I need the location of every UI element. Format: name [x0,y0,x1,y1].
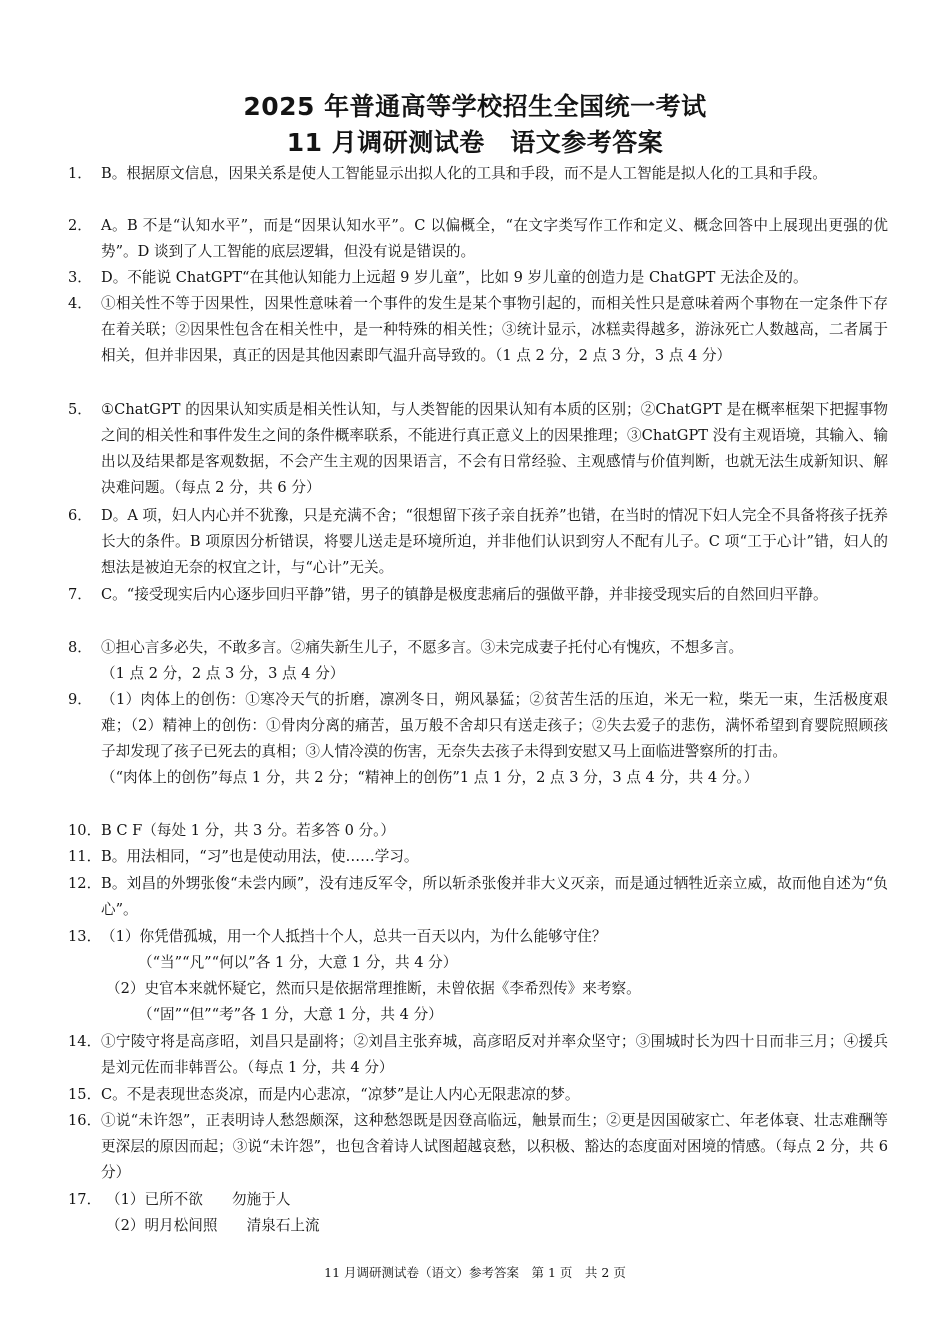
answer-number: 10． [68,822,102,839]
answer-7 [68,582,888,608]
title-line-1: 2025 年普通高等学校招生全国统一考试 [243,92,707,121]
answer-text: D。不能说 ChatGPT“在其他认知能力上远超 9 岁儿童”，比如 9 岁儿童的创造力是 ChatGPT 无法企及的。 [101,269,808,286]
answer-4 [68,291,888,369]
answer-16 [68,1108,888,1186]
answer-9 [68,687,888,791]
answer-number: 16． [68,1112,102,1129]
answer-text: D。A 项，妇人内心并不犹豫，只是充满不舍；“很想留下孩子亲自抚养”也错，在当时的情况下妇人完全不具备将孩子抚养长大的条件。B 项原因分析错误，将婴儿送走是环境所迫，并非他们认识到穷人不配有儿子。C 项“工于心计”错，妇人的想法是被迫无奈的权宜之计，与“心计”无关。 [101,507,888,576]
answer-text: （1）肉体上的创伤：①寒冷天气的折磨，凛冽冬日，朔风暴猛；②贫苦生活的压迫，米无一粒，柴无一束，生活极度艰难；（2）精神上的创伤：①骨肉分离的痛苦，虽万般不舍却只有送走孩子；②失去爱子的悲伤，满怀希望到育婴院照顾孩子却发现了孩子已死去的真相；③人情冷漠的伤害，无奈失去孩子未得到安慰又马上面临进警察所的打击。 [101,691,888,760]
answer-number: 5． [68,401,92,418]
page-footer: 11 月调研测试卷（语文）参考答案 第 1 页 共 2 页 [324,1265,626,1280]
answer-number: 1． [68,165,92,182]
answer-number: 15． [68,1086,102,1103]
answer-1 [68,161,888,187]
answer-10 [68,818,888,844]
answer-13 [68,924,888,1028]
answer-5 [68,397,888,501]
answer-text: C。“接受现实后内心逐步回归平静”错，男子的镇静是极度悲痛后的强做平静，并非接受现实后的自然回归平静。 [101,586,828,603]
answer-text: （1）你凭借孤城，用一个人抵挡十个人，总共一百天以内，为什么能够守住？ [101,928,607,945]
answer-text: B C F（每处 1 分，共 3 分。若多答 0 分。） [101,822,395,839]
title-line-2: 11 月调研测试卷 语文参考答案 [286,128,664,157]
answer-text: A。B 不是“认知水平”，而是“因果认知水平”。C 以偏概全，“在文字类写作工作和定义、概念回答中上展现出更强的优势”。D 谈到了人工智能的底层逻辑，但没有说是错误的。 [101,217,888,260]
answer-score: （“当”“凡”“何以”各 1 分，大意 1 分，共 4 分） [138,954,458,971]
answer-17 [68,1187,888,1239]
answer-number: 4． [68,295,92,312]
answer-text: （1）已所不欲 勿施于人 [106,1191,291,1208]
answer-number: 8． [68,639,92,656]
answer-number: 6． [68,507,92,524]
answer-text: ①说“未许怨”，正表明诗人愁怨颇深，这种愁怨既是因登高临远，触景而生；②更是因国破家亡、年老体衰、壮志难酬等更深层的原因而起；③说“未许怨”，也包含着诗人试图超越哀愁，以积极、豁达的态度面对困境的情感。（每点 2 分，共 6 分） [101,1112,888,1181]
answer-text: ①相关性不等于因果性，因果性意味着一个事件的发生是某个事物引起的，而相关性只是意味着两个事物在一定条件下存在着关联；②因果性包含在相关性中，是一种特殊的相关性；③统计显示，冰糕卖得越多，游泳死亡人数越高，二者属于相关，但并非因果，真正的因是其他因素即气温升高导致的。（1 点 2 分，2 点 3 分，3 点 4 分） [101,295,888,364]
answer-number: 7． [68,586,92,603]
answer-number: 9． [68,691,92,708]
answer-11 [68,844,888,870]
answer-text: ①宁陵守将是高彦昭，刘昌只是副将；②刘昌主张弃城，高彦昭反对并率众坚守；③围城时长为四十日而非三月；④援兵是刘元佐而非韩晋公。（每点 1 分，共 4 分） [101,1033,888,1076]
answer-text-part2: （2）史官本来就怀疑它，然而只是依据常理推断，未曾依据《李希烈传》来考察。 [106,980,641,997]
answer-number: 17． [68,1191,102,1208]
answer-text: ①担心言多必失，不敢多言。②痛失新生儿子，不愿多言。③未完成妻子托付心有愧疚，不想多言。 [101,639,744,656]
answer-number: 12． [68,875,102,892]
answer-14 [68,1029,888,1081]
answer-text: B。根据原文信息，因果关系是使人工智能显示出拟人化的工具和手段，而不是人工智能是拟人化的工具和手段。 [101,165,827,182]
answer-number: 14． [68,1033,102,1050]
answer-text: B。用法相同，“习”也是使动用法，使……学习。 [101,848,419,865]
answer-score: （“固”“但”“考”各 1 分，大意 1 分，共 4 分） [138,1006,443,1023]
answer-number: 13． [68,928,102,945]
answer-2 [68,213,888,265]
answer-score: （1 点 2 分，2 点 3 分，3 点 4 分） [101,665,345,682]
answer-text: B。刘昌的外甥张俊“未尝内顾”，没有违反军令，所以斩杀张俊并非大义灭亲，而是通过牺牲近亲立威，故而他自述为“负心”。 [101,875,888,918]
answer-3 [68,265,888,291]
answer-15 [68,1082,888,1108]
answer-number: 11． [68,848,102,865]
answer-8 [68,635,888,687]
answer-text: ①ChatGPT 的因果认知实质是相关性认知，与人类智能的因果认知有本质的区别；②ChatGPT 是在概率框架下把握事物之间的相关性和事件发生之间的条件概率联系，不能进行真正意义上的因果推理；③ChatGPT 没有主观语境，其输入、输出以及结果都是客观数据，不会产生主观的因果语言，不会有日常经验、主观感情与价值判断，也就无法生成新知识、解决难问题。（每点 2 分，共 6 分） [101,401,888,496]
answer-6 [68,503,888,581]
answer-text: C。不是表现世态炎凉，而是内心悲凉，“凉梦”是让人内心无限悲凉的梦。 [101,1086,580,1103]
answer-12 [68,871,888,923]
answer-number: 3． [68,269,92,286]
answer-score: （“肉体上的创伤”每点 1 分，共 2 分；“精神上的创伤”1 点 1 分，2 点 3 分，3 点 4 分，共 4 分。） [101,769,759,786]
answer-text-part2: （2）明月松间照 清泉石上流 [106,1217,320,1234]
answer-number: 2． [68,217,92,234]
